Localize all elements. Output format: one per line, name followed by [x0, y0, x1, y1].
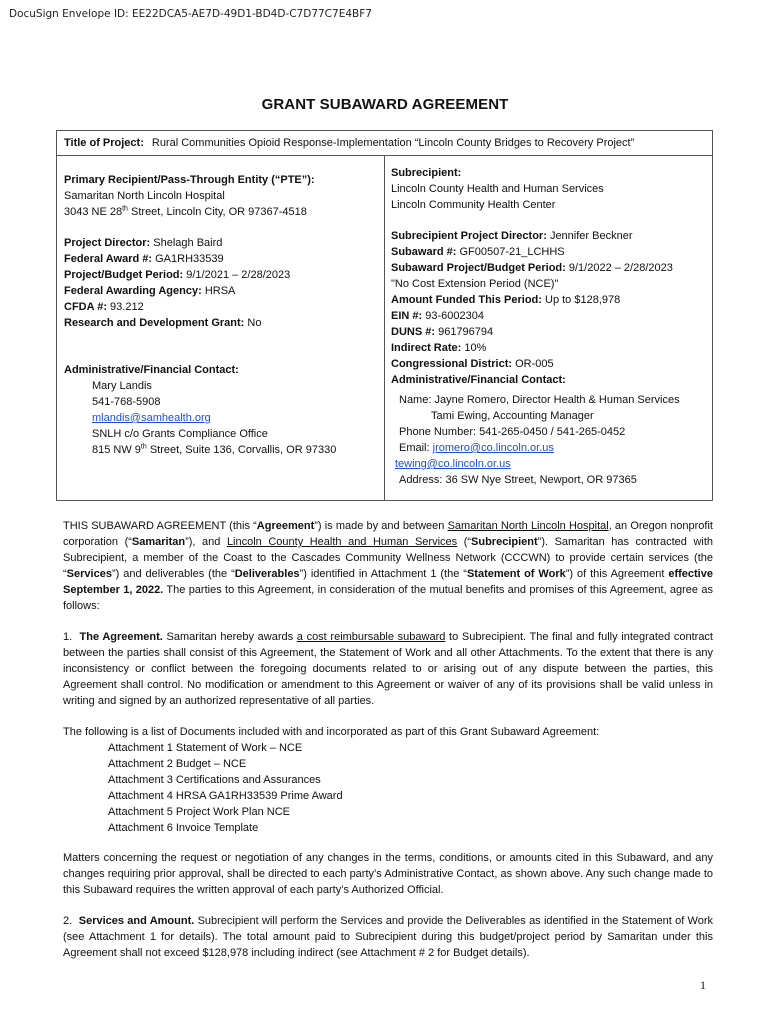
intro-paragraph: THIS SUBAWARD AGREEMENT (this “Agreement”) is made by and between Samaritan North Lincoln Hospital, an Oregon nonprofit corporation (“Samaritan”), and Lincoln County Health and Human Services (“Subrecipient”). Samaritan has contracted with Subrecipient, a member of the Coast to the Cascades Community Wellness Network (CCCWN) to provide certain services (the “Services”) and deliverables (the “Deliverables”) identified in Attachment 1 (the “Statement of Work”) of this Agreement effective September 1, 2022. The parties to this Agreement, in consideration of the mutual benefits and promises of this Agreement, agree as follows: [63, 520, 714, 612]
pte-contact-heading: Administrative/Financial Contact: [64, 364, 239, 376]
sub-director: Subrecipient Project Director: Jennifer Beckner [391, 230, 633, 242]
sub-line1: Lincoln County Health and Human Services [391, 183, 604, 195]
sub-details [391, 228, 673, 388]
pte-name: Samaritan North Lincoln Hospital [64, 190, 225, 202]
pte-heading: Primary Recipient/Pass-Through Entity (“PTE”): [64, 174, 315, 186]
pte-cfda: CFDA #: 93.212 [64, 301, 144, 313]
pte-contact-name: Mary Landis [92, 380, 152, 392]
sub-period: Subaward Project/Budget Period: 9/1/2022 – 2/28/2023 [391, 262, 673, 274]
sub-heading: Subrecipient: [391, 167, 462, 179]
list-item: Attachment 1 Statement of Work – NCE [108, 742, 303, 754]
sub-block [391, 165, 604, 213]
document-title: GRANT SUBAWARD AGREEMENT [261, 96, 509, 113]
pte-block [64, 172, 315, 220]
subrecipient-column [385, 156, 712, 500]
pte-period: Project/Budget Period: 9/1/2021 – 2/28/2023 [64, 269, 291, 281]
pte-contact [64, 362, 336, 458]
sub-ein: EIN #: 93-6002304 [391, 310, 484, 322]
sub-amount: Amount Funded This Period: Up to $128,978 [391, 294, 621, 306]
sub-email1-link[interactable]: jromero@co.lincoln.or.us [432, 442, 554, 454]
pte-director: Project Director: Shelagh Baird [64, 237, 223, 249]
pte-contact-address: 815 NW 9th Street, Suite 136, Corvallis, OR 97330 [92, 443, 337, 456]
list-item: Attachment 2 Budget – NCE [108, 758, 247, 770]
sub-award: Subaward #: GF00507-21_LCHHS [391, 246, 565, 258]
pte-column [57, 156, 385, 500]
sub-duns: DUNS #: 961796794 [391, 326, 494, 338]
sub-contact-name: Name: Jayne Romero, Director Health & Human Services [399, 394, 680, 406]
sub-email2-link[interactable]: tewing@co.lincoln.or.us [395, 458, 511, 470]
pte-address: 3043 NE 28th Street, Lincoln City, OR 97367-4518 [64, 205, 307, 218]
list-item: Attachment 6 Invoice Template [108, 822, 259, 834]
pte-award: Federal Award #: GA1RH33539 [64, 253, 224, 265]
pte-details [64, 235, 290, 331]
envelope-id: DocuSign Envelope ID: EE22DCA5-AE7D-49D1-BD4D-C7D77C7E4BF7 [9, 8, 372, 20]
sub-contact-name2: Tami Ewing, Accounting Manager [431, 410, 594, 422]
sub-contact-email: Email: jromero@co.lincoln.or.us [399, 442, 554, 454]
sub-indirect-rate: Indirect Rate: 10% [391, 342, 487, 354]
project-label: Title of Project: [64, 137, 144, 149]
sub-district: Congressional District: OR-005 [391, 358, 554, 370]
sub-contact-heading: Administrative/Financial Contact: [391, 374, 566, 386]
documents-intro: The following is a list of Documents included with and incorporated as part of this Grant Subaward Agreement: [63, 726, 600, 738]
pte-contact-office: SNLH c/o Grants Compliance Office [92, 428, 268, 440]
pte-rd-grant: Research and Development Grant: No [64, 317, 262, 329]
section-2-paragraph: 2. Services and Amount. Subrecipient will perform the Services and provide the Deliverables as identified in the Statement of Work (see Attachment 1 for details). The total amount paid to Subrecipient during this budget/project period by Samaritan under this Agreement shall not exceed $128,978 including indirect (see Attachment # 2 for Budget details). [63, 915, 713, 959]
award-info-table [56, 130, 713, 501]
project-title-row [57, 131, 712, 156]
pte-agency: Federal Awarding Agency: HRSA [64, 285, 236, 297]
sub-contact-address: Address: 36 SW Nye Street, Newport, OR 97365 [399, 474, 637, 486]
list-item: Attachment 4 HRSA GA1RH33539 Prime Award [108, 790, 343, 802]
pte-contact-phone: 541-768-5908 [92, 396, 161, 408]
attachments-list [108, 740, 343, 836]
list-item: Attachment 3 Certifications and Assurances [108, 774, 321, 786]
page-number: 1 [700, 978, 706, 992]
list-item: Attachment 5 Project Work Plan NCE [108, 806, 290, 818]
pte-contact-email-link[interactable]: mlandis@samhealth.org [92, 412, 211, 424]
project-value: Rural Communities Opioid Response-Implementation “Lincoln County Bridges to Recovery Project” [151, 137, 635, 149]
matters-paragraph: Matters concerning the request or negotiation of any changes in the terms, conditions, or amounts cited in this Subaward, and any changes requiring prior approval, shall be directed to each party’s Administrative Contact, as shown above. Any such change made to this Subaward requires the written approval of each party’s Authorized Official. [63, 852, 713, 896]
sub-line2: Lincoln Community Health Center [391, 199, 556, 211]
sub-nce: "No Cost Extension Period (NCE)" [391, 278, 559, 290]
section-1-paragraph: 1. The Agreement. Samaritan hereby awards a cost reimbursable subaward to Subrecipient. The final and fully integrated contract between the parties shall consist of this Agreement, the Statement of Work and all other Attachments. To the extent that there is any inconsistency or conflict between the foregoing documents related to or arising out of any dispute between the parties, this Agreement shall control. No modification or amendment to this Agreement or waiver of any of its provisions shall be valid unless in writing and signed by an authorized representative of all parties. [63, 631, 713, 707]
sub-contact [395, 392, 680, 488]
sub-contact-phone: Phone Number: 541-265-0450 / 541-265-0452 [399, 426, 626, 438]
